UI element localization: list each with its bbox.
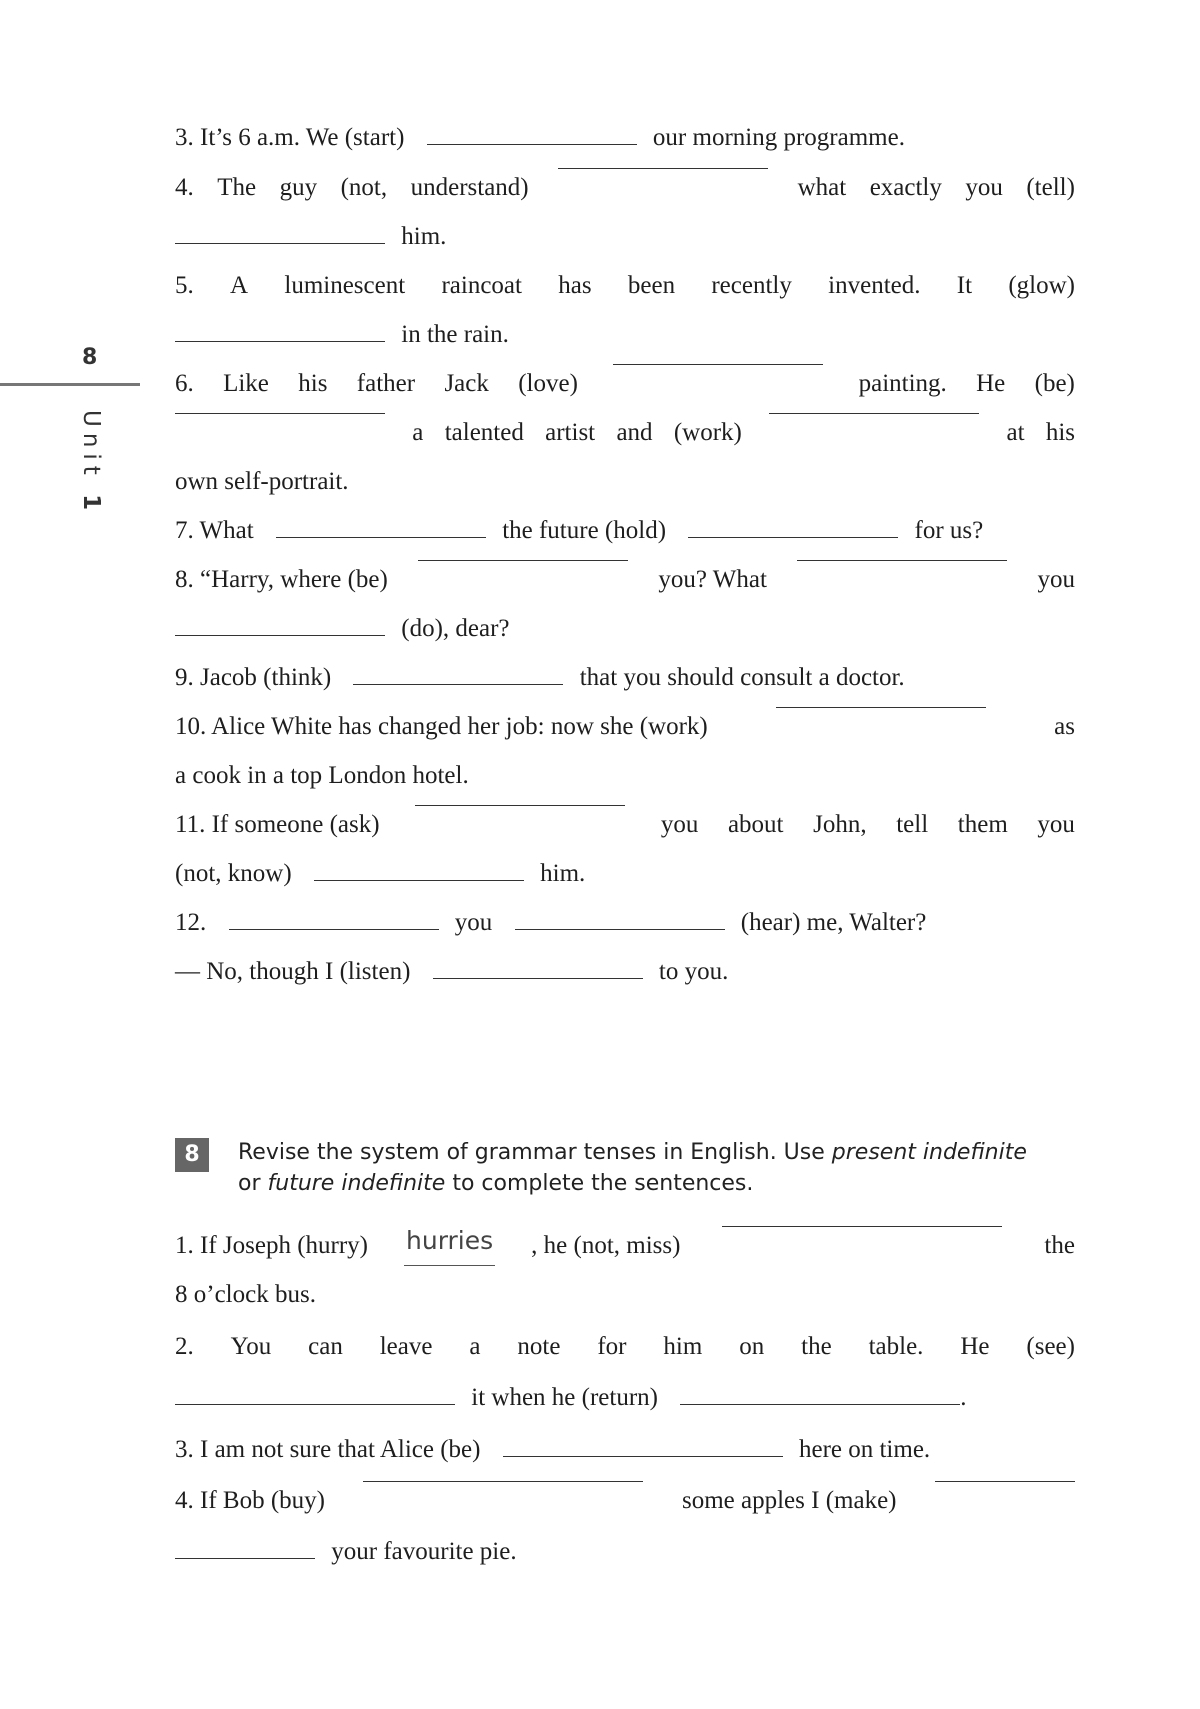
sentence-9-text-b: that you should consult a doctor. xyxy=(579,664,905,691)
page-number: 8 xyxy=(82,345,98,370)
ex8-sentence-1-text-b: , he (not, miss) xyxy=(531,1232,681,1259)
sentence-10-text-b: as xyxy=(1054,713,1075,740)
answer-blank[interactable] xyxy=(797,560,1007,561)
word: raincoat xyxy=(441,272,522,299)
filled-answer[interactable]: hurries xyxy=(404,1226,495,1266)
word: his xyxy=(298,370,328,397)
word: them xyxy=(957,811,1008,838)
ex8-sentence-3-text-a: 3. I am not sure that Alice (be) xyxy=(175,1436,481,1463)
instruction-text-c: to complete the sentences. xyxy=(445,1171,754,1196)
answer-blank[interactable] xyxy=(175,341,385,342)
sentence-6-text-cont: own self-portrait. xyxy=(175,468,349,495)
word: you xyxy=(1037,811,1075,838)
answer-blank[interactable] xyxy=(776,707,986,708)
word: talented xyxy=(444,419,524,446)
sentence-12-text-c: (hear) me, Walter? xyxy=(740,909,927,936)
word: exactly xyxy=(869,174,942,201)
sentence-8-text-cont: (do), dear? xyxy=(401,615,510,642)
ex8-sentence-1-text-cont: 8 o’clock bus. xyxy=(175,1281,316,1308)
sentence-3 xyxy=(175,118,1075,158)
exercise-number-badge: 8 xyxy=(175,1138,209,1172)
word: at xyxy=(1006,419,1025,446)
sentence-11-text-a: 11. If someone (ask) xyxy=(175,811,380,838)
sentence-4 xyxy=(175,168,1075,208)
sentence-5-text-cont: in the rain. xyxy=(401,321,509,348)
word: you xyxy=(965,174,1003,201)
sentence-8-text-c: you xyxy=(1037,566,1075,593)
sentence-10-text-cont: a cook in a top London hotel. xyxy=(175,762,469,789)
instruction-emphasis-2: future indefinite xyxy=(267,1171,446,1196)
word: (be) xyxy=(1034,370,1075,397)
sentence-12-reply xyxy=(175,952,1075,992)
sentence-11 xyxy=(175,805,1075,845)
sentence-4-text-cont: him. xyxy=(401,223,447,250)
instruction-text-a: Revise the system of grammar tenses in English. Use xyxy=(238,1140,832,1165)
word: can xyxy=(308,1333,343,1360)
word: painting. xyxy=(858,370,947,397)
sentence-10-text-a: 10. Alice White has changed her job: now she (work) xyxy=(175,713,708,740)
instruction-emphasis-1: present indefinite xyxy=(831,1140,1027,1165)
answer-blank[interactable] xyxy=(363,1481,643,1482)
answer-blank[interactable] xyxy=(175,243,385,244)
sentence-8-text-b: you? What xyxy=(658,566,767,593)
word: 4. xyxy=(175,174,194,201)
word: 5. xyxy=(175,272,194,299)
ex8-sentence-2-text-a: it when he (return) xyxy=(471,1384,658,1411)
sentence-3-text-a: 3. It’s 6 a.m. We (start) xyxy=(175,124,405,151)
exercise-instruction xyxy=(238,1137,1078,1199)
sentence-4-continued xyxy=(175,217,1075,257)
answer-blank[interactable] xyxy=(276,537,486,538)
unit-word: Unit xyxy=(78,410,104,481)
word: luminescent xyxy=(284,272,406,299)
instruction-text-b: or xyxy=(238,1171,268,1196)
answer-blank[interactable] xyxy=(175,413,385,414)
ex8-sentence-3-text-b: here on time. xyxy=(798,1436,931,1463)
sentence-6-continued xyxy=(175,462,1075,502)
word: a xyxy=(412,419,424,446)
sentence-8-text-a: 8. “Harry, where (be) xyxy=(175,566,388,593)
word: (work) xyxy=(673,419,742,446)
sentence-8 xyxy=(175,560,1075,600)
answer-blank[interactable] xyxy=(680,1404,960,1405)
word: (glow) xyxy=(1008,272,1075,299)
word: You xyxy=(230,1333,272,1360)
answer-blank[interactable] xyxy=(353,684,563,685)
sentence-9-text-a: 9. Jacob (think) xyxy=(175,664,332,691)
ex8-sentence-4-text-b: some apples I (make) xyxy=(681,1487,897,1514)
sentence-7-text-a: 7. What xyxy=(175,517,254,544)
answer-blank[interactable] xyxy=(229,929,439,930)
answer-blank[interactable] xyxy=(558,168,768,169)
sentence-12-text-e: to you. xyxy=(658,958,729,985)
word: him xyxy=(663,1333,703,1360)
sentence-5 xyxy=(175,266,1075,306)
word: note xyxy=(517,1333,561,1360)
answer-blank[interactable] xyxy=(722,1226,1002,1227)
answer-blank[interactable] xyxy=(427,144,637,145)
word: what xyxy=(797,174,847,201)
answer-blank[interactable] xyxy=(415,805,625,806)
sentence-12 xyxy=(175,903,1075,943)
word: and xyxy=(616,419,653,446)
sentence-7 xyxy=(175,511,1075,551)
sentence-10-continued xyxy=(175,756,1075,796)
unit-number: 1 xyxy=(78,494,104,517)
word: father xyxy=(356,370,416,397)
sentence-5-continued xyxy=(175,315,1075,355)
word: A xyxy=(230,272,249,299)
word: been xyxy=(627,272,676,299)
sentence-11-text-cont-b: him. xyxy=(540,860,586,887)
word: (tell) xyxy=(1026,174,1075,201)
answer-blank[interactable] xyxy=(175,1558,315,1559)
word: Jack xyxy=(444,370,489,397)
answer-blank[interactable] xyxy=(175,635,385,636)
unit-label xyxy=(78,410,104,516)
sentence-11-text-cont-a: (not, know) xyxy=(175,860,292,887)
sentence-6 xyxy=(175,364,1075,404)
word: tell xyxy=(896,811,929,838)
ex8-sentence-4-text-cont: your favourite pie. xyxy=(331,1538,517,1565)
word: for xyxy=(597,1333,627,1360)
ex8-sentence-1-text-c: the xyxy=(1044,1232,1075,1259)
sentence-10 xyxy=(175,707,1075,747)
word: 2. xyxy=(175,1333,194,1360)
word: (see) xyxy=(1026,1333,1075,1360)
ex8-sentence-1-text-a: 1. If Joseph (hurry) xyxy=(175,1232,369,1259)
ex8-sentence-2-text-b: . xyxy=(960,1384,967,1411)
sentence-9 xyxy=(175,658,1075,698)
sentence-12-text-b: you xyxy=(454,909,493,936)
word: He xyxy=(976,370,1006,397)
sentence-7-text-b: the future (hold) xyxy=(502,517,667,544)
ex8-sentence-4-continued xyxy=(175,1532,1075,1572)
sentence-8-continued xyxy=(175,609,1075,649)
word: He xyxy=(960,1333,990,1360)
answer-blank[interactable] xyxy=(769,413,979,414)
answer-blank[interactable] xyxy=(515,929,725,930)
word: table. xyxy=(868,1333,924,1360)
word: 6. xyxy=(175,370,194,397)
word: about xyxy=(727,811,784,838)
word: invented. xyxy=(828,272,921,299)
word: guy xyxy=(279,174,318,201)
answer-blank[interactable] xyxy=(935,1481,1075,1482)
word: artist xyxy=(545,419,596,446)
ex8-sentence-2-continued xyxy=(175,1378,1075,1418)
word: It xyxy=(956,272,973,299)
answer-blank[interactable] xyxy=(418,560,628,561)
page-number-rule xyxy=(0,383,140,386)
word: leave xyxy=(379,1333,433,1360)
sentence-11-continued xyxy=(175,854,1075,894)
word: you xyxy=(660,811,699,838)
answer-blank[interactable] xyxy=(175,1404,455,1405)
word: understand) xyxy=(410,174,529,201)
ex8-sentence-2 xyxy=(175,1327,1075,1367)
ex8-sentence-1-continued xyxy=(175,1275,1075,1315)
sentence-12-text-a: 12. xyxy=(175,909,207,936)
word: has xyxy=(558,272,592,299)
word: (love) xyxy=(518,370,578,397)
word: (not, xyxy=(340,174,388,201)
ex8-sentence-4-text-a: 4. If Bob (buy) xyxy=(175,1487,325,1514)
word: John, xyxy=(813,811,867,838)
word: the xyxy=(801,1333,832,1360)
answer-blank[interactable] xyxy=(433,978,643,979)
word: Like xyxy=(223,370,269,397)
word: his xyxy=(1045,419,1075,446)
answer-blank[interactable] xyxy=(503,1456,783,1457)
answer-blank[interactable] xyxy=(613,364,823,365)
word: a xyxy=(469,1333,481,1360)
sentence-12-text-d: — No, though I (listen) xyxy=(175,958,411,985)
sentence-6-line-2 xyxy=(175,413,1075,453)
word: recently xyxy=(711,272,792,299)
sentence-3-text-b: our morning programme. xyxy=(652,124,905,151)
ex8-sentence-4 xyxy=(175,1481,1075,1521)
answer-blank[interactable] xyxy=(314,880,524,881)
word: on xyxy=(739,1333,765,1360)
ex8-sentence-1 xyxy=(175,1226,1075,1266)
sentence-7-text-c: for us? xyxy=(914,517,984,544)
word: The xyxy=(217,174,257,201)
ex8-sentence-3 xyxy=(175,1430,1075,1470)
answer-blank[interactable] xyxy=(688,537,898,538)
